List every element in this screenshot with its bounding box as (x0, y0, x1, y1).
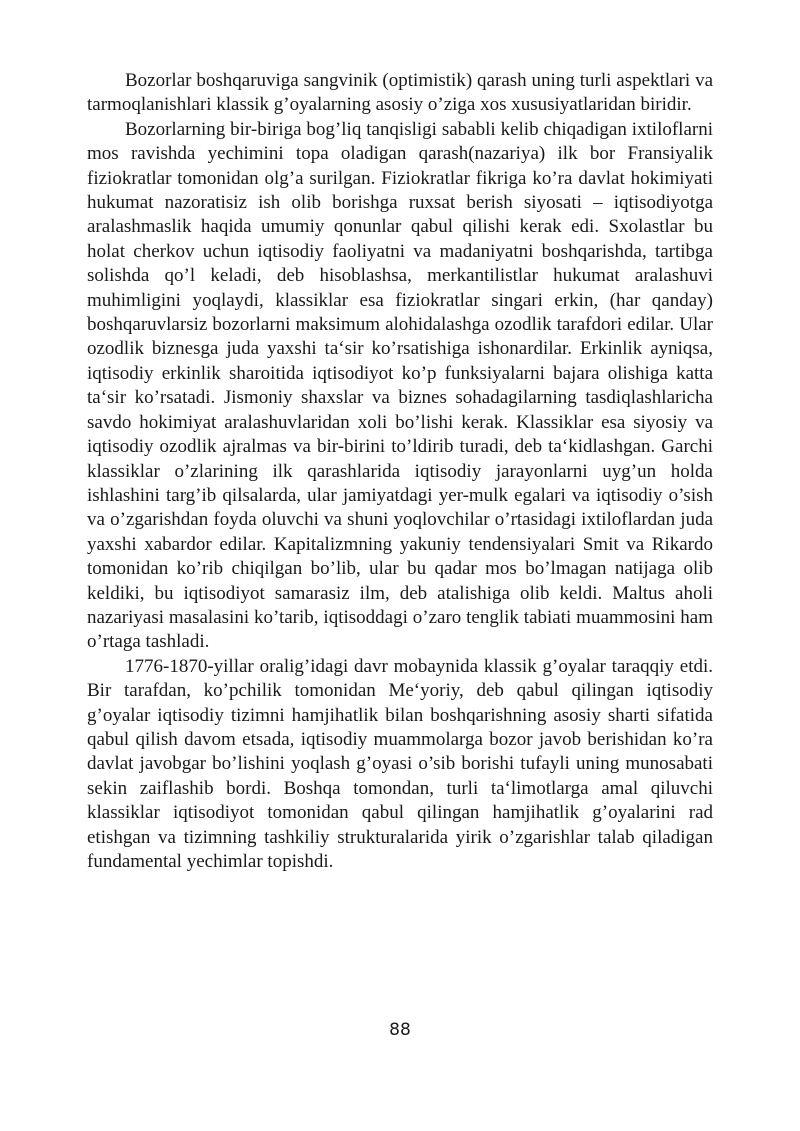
paragraph-3: 1776-1870-yillar oralig’idagi davr mobaynida klassik g’oyalar taraqqiy etdi. Bir tarafdan, ko’pchilik tomonidan Me‘yoriy, deb qabul qilingan iqtisodiy g’oyalar iqtisodiy tizimni hamjihatlik bilan boshqarishning asosiy sharti sifatida qabul qilish davom etsada, iqtisodiy muammolarga bozor javob berishidan ko’ra davlat javobgar bo’lishini yoqlash g’oyasi o’sib borishi tufayli uning munosabati sekin zaiflashib bordi. Boshqa tomondan, turli ta‘limotlarga amal qiluvchi klassiklar iqtisodiyot tomonidan qabul qilingan hamjihatlik g’oyalarini rad etishgan va tizimning tashkiliy strukturalarida yirik o’zgarishlar talab qiladigan fundamental yechimlar topishdi. (87, 655, 713, 872)
page-body (87, 69, 713, 874)
page-number: 88 (389, 1020, 411, 1040)
paragraph-2: Bozorlarning bir-biriga bog’liq tanqisligi sababli kelib chiqadigan ixtiloflarni mos ravishda yechimini topa oladigan qarash(nazariya) ilk bor Fransiyalik fiziokratlar tomonidan olg’a surilgan. Fiziokratlar fikriga ko’ra davlat hokimiyati hukumat nazoratisiz ish olib borishga ruxsat berish siyosati – iqtisodiyotga aralashmaslik haqida umumiy qonunlar qabul qilishi kerak edi. Sxolastlar bu holat cherkov uchun iqtisodiy faoliyatni va madaniyatni boshqarishda, tartibga solishda qo’l keladi, deb hisoblashsa, merkantilistlar hukumat aralashuvi muhimligini yoqlaydi, klassiklar esa fiziokratlar singari erkin, (har qanday) boshqaruvlarsiz bozorlarni maksimum alohidalashga ozodlik tarafdori edilar. Ular ozodlik biznesga juda yaxshi ta‘sir ko’rsatishiga ishonardilar. Erkinlik ayniqsa, iqtisodiy erkinlik sharoitida iqtisodiyot ko’p funksiyalarni bajara olishiga katta ta‘sir ko’rsatadi. Jismoniy shaxslar va biznes sohadagilarning tasdiqlashlaricha savdo hokimiyat aralashuvlaridan xoli bo’lishi kerak. Klassiklar esa siyosiy va iqtisodiy ozodlik ajralmas va bir-birini to’ldirib turadi, deb ta‘kidlashgan. Garchi klassiklar o’zlarining ilk qarashlarida iqtisodiy jarayonlarni uyg’un holda ishlashini targ’ib qilsalarda, ular jamiyatdagi yer-mulk egalari va iqtisodiy o’sish va o’zgarishdan foyda oluvchi va shuni yoqlovchilar o’rtasidagi ixtiloflardan juda yaxshi xabardor edilar. Kapitalizmning yakuniy tendensiyalari Smit va Rikardo tomonidan ko’rib chiqilgan bo’lib, ular bu qadar mos bo’lmagan natijaga olib keldiki, bu iqtisodiyot samarasiz ilm, deb atalishiga olib keldi. Maltus aholi nazariyasi masalasini ko’tarib, iqtisoddagi o’zaro tenglik tabiati muammosini ham o’rtaga tashladi. (87, 118, 713, 653)
paragraph-1: Bozorlar boshqaruviga sangvinik (optimistik) qarash uning turli aspektlari va tarmoqlanishlari klassik g’oyalarning asosiy o’ziga xos xususiyatlaridan biridir. (87, 70, 713, 116)
